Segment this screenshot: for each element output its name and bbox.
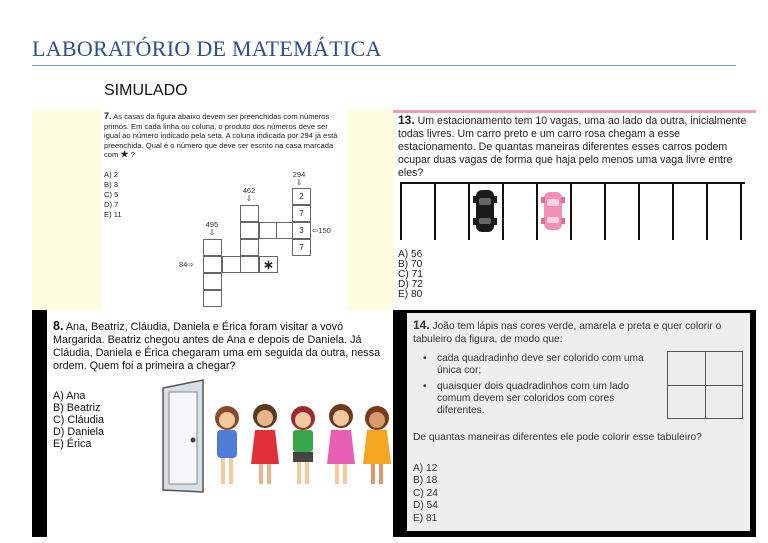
label-150 — [312, 227, 344, 235]
black-car-icon — [470, 188, 500, 234]
question-13-text — [398, 114, 754, 180]
parking-line — [502, 182, 504, 240]
option-c: C) 71 — [398, 269, 423, 280]
arrow-down-icon: ⇩ — [208, 228, 216, 237]
parking-curb — [400, 182, 745, 184]
girl-icon-2 — [251, 404, 279, 484]
question-7-options — [104, 170, 122, 220]
option-d: D) 54 — [413, 500, 438, 512]
parking-line — [434, 182, 436, 240]
grid-cell — [240, 222, 259, 239]
parking-line — [638, 182, 640, 240]
question-13-panel — [393, 110, 756, 310]
girl-icon-4 — [327, 404, 355, 484]
parking-line — [604, 182, 606, 240]
option-b: B) 70 — [398, 259, 423, 270]
question-8-sheet — [47, 310, 393, 537]
question-14-sheet — [407, 313, 750, 531]
option-e: E) 81 — [413, 512, 438, 524]
bullet-icon: • — [423, 353, 427, 364]
parking-line — [740, 182, 742, 240]
pink-top-strip — [393, 110, 756, 113]
question-14-panel — [393, 310, 756, 537]
label-84 — [179, 261, 205, 269]
option-e: E) 11 — [104, 210, 122, 219]
arrow-down-icon: ⇩ — [245, 194, 253, 203]
question-8-text — [53, 320, 393, 373]
bullet-item — [423, 381, 663, 417]
question-13-body: Um estacionamento tem 10 vagas, uma ao lado da outra, inicialmente todas livres. Um carro preto e um carro rosa chegam a esse estacionamento. De quantas maneiras diferentes esses carros podem ocupar duas vagas de forma que haja pelo menos uma vaga livre entre eles? — [398, 115, 747, 179]
grid-cell: 7 — [292, 239, 311, 256]
star-symbol: ★ — [120, 149, 129, 160]
label-495-value: 495 — [205, 220, 219, 229]
arrow-left-icon: ⇦ — [312, 226, 319, 235]
girl-icon-3 — [291, 406, 315, 484]
board-horizontal-line — [668, 385, 742, 386]
option-a: A) Ana — [53, 390, 86, 402]
option-c: C) Cláudia — [53, 414, 105, 426]
option-b: B) Beatriz — [53, 402, 101, 414]
arrow-right-icon: ⇨ — [187, 260, 194, 269]
title-divider — [32, 65, 736, 66]
bullet-text: quaisquer dois quadradinhos com um lado comum devem ser coloridos com cores diferentes. — [437, 381, 629, 416]
coloring-board — [667, 351, 743, 419]
option-c: C) 24 — [413, 487, 438, 499]
grid-cell: 2 — [292, 188, 311, 205]
pink-car-icon — [538, 190, 568, 232]
parking-line — [400, 182, 402, 240]
question-13-number: 13. — [398, 113, 415, 127]
option-b: B) 3 — [104, 180, 118, 189]
option-b: B) 18 — [413, 475, 438, 487]
arrow-down-icon: ⇩ — [295, 178, 303, 187]
question-7-panel — [32, 110, 393, 310]
option-d: D) 7 — [104, 200, 119, 209]
question-14-options — [413, 463, 438, 525]
grid-cell — [276, 222, 293, 239]
question-7-body: As casas da figura abaixo devem ser preenchidas com números primos. Em cada linha ou coluna, o produto dos números deve ser igual ao número indicado pela seta. A coluna indicada por 294 já está preenchida. Qual é o número que deve ser escrito na casa marcada com — [104, 112, 338, 160]
question-8-panel — [32, 310, 393, 537]
grid-cell-star: ∗ — [259, 256, 278, 273]
option-e: E) Érica — [53, 438, 92, 450]
girls-door-illustration — [157, 378, 393, 494]
parking-line — [672, 182, 674, 240]
question-13-options — [398, 250, 423, 300]
parking-line — [706, 182, 708, 240]
grid-cell: 7 — [292, 205, 311, 222]
girl-icon-5 — [363, 406, 391, 484]
grid-cell — [203, 256, 222, 273]
label-84-value: 84 — [179, 260, 188, 269]
grid-cell — [203, 239, 222, 256]
grid-cell: 3 — [292, 222, 311, 239]
grid-cell — [240, 205, 259, 222]
option-a: A) 2 — [104, 170, 118, 179]
label-294 — [289, 171, 309, 187]
label-495 — [202, 221, 222, 237]
parking-lot-illustration — [400, 182, 745, 240]
label-462-value: 462 — [242, 186, 256, 195]
question-7-number: 7. — [104, 111, 112, 121]
option-a: A) 12 — [413, 463, 438, 474]
grid-cell — [203, 290, 222, 307]
question-8-number: 8. — [53, 319, 64, 333]
option-a: A) 56 — [398, 249, 423, 260]
bullet-text: cada quadradinho deve ser colorido com uma única cor; — [437, 353, 644, 376]
page-subtitle: SIMULADO — [104, 82, 188, 99]
question-14-number: 14. — [413, 318, 430, 332]
question-14-body: João tem lápis nas cores verde, amarela e preta e quer colorir o tabuleiro da figura, de modo que: — [413, 321, 722, 345]
option-c: C) 5 — [104, 190, 119, 199]
bullet-item — [423, 353, 663, 377]
door-icon — [163, 380, 203, 492]
question-14-text — [413, 319, 749, 346]
grid-cell — [203, 273, 222, 290]
option-d: D) Daniela — [53, 426, 105, 438]
grid-cell — [222, 256, 241, 273]
page-title: LABORATÓRIO DE MATEMÁTICA — [32, 36, 382, 61]
parking-line — [570, 182, 572, 240]
label-150-value: 150 — [318, 226, 331, 235]
question-8-body: Ana, Beatriz, Cláudia, Daniela e Érica foram visitar a vovó Margarida. Beatriz chegou antes de Ana e depois de Daniela. Já Cláudia, Daniela e Érica chegaram uma em seguida da outra, nessa ordem. Quem foi a primeira a chegar? — [53, 321, 381, 372]
option-d: D) 72 — [398, 279, 423, 290]
question-8-options — [53, 390, 104, 450]
bullet-icon: • — [423, 381, 427, 392]
label-462 — [239, 187, 259, 203]
grid-cell — [240, 256, 259, 273]
question-7-tail: ? — [130, 150, 135, 160]
question-7-text — [104, 112, 344, 160]
label-294-value: 294 — [292, 170, 306, 179]
option-e: E) 80 — [398, 289, 423, 300]
grid-cell — [240, 239, 259, 256]
girl-icon-1 — [215, 406, 239, 484]
question-14-prompt: De quantas maneiras diferentes ele pode colorir esse tabuleiro? — [413, 432, 702, 443]
